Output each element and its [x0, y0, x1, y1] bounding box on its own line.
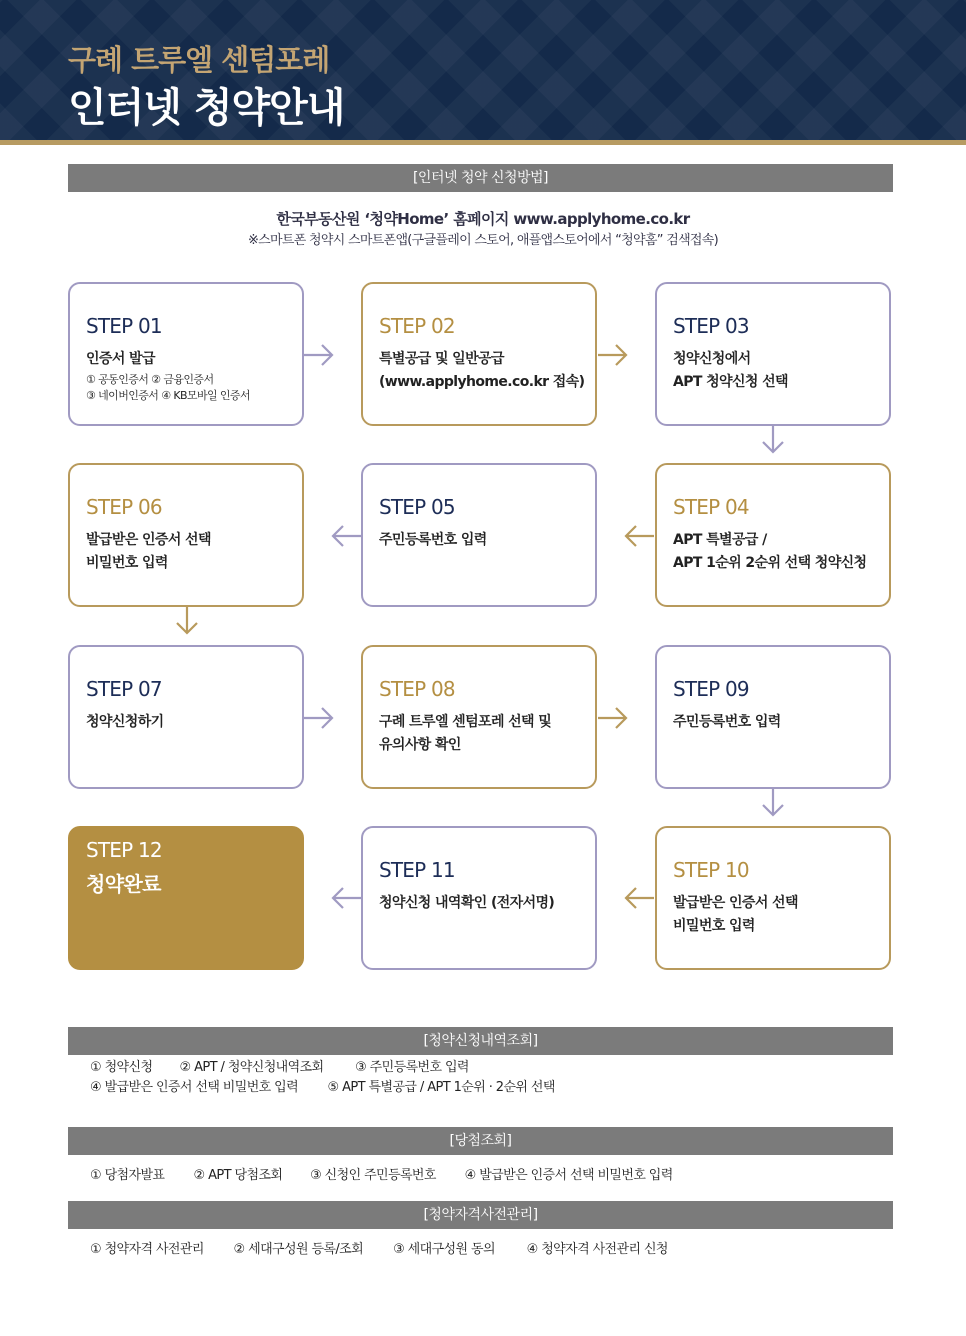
step-text: (www.applyhome.co.kr 접속)	[379, 374, 585, 390]
step-04-card	[655, 463, 891, 607]
arrow-right-icon	[300, 342, 336, 368]
list-item: ② APT 당첨조회	[193, 1168, 283, 1183]
list-item: ⑤ APT 특별공급 / APT 1순위 · 2순위 선택	[327, 1080, 555, 1095]
step-03-card	[655, 282, 891, 426]
list-item: ① 당첨자발표	[90, 1168, 165, 1183]
winner-steps	[90, 1166, 673, 1186]
arrow-right-icon	[594, 342, 630, 368]
step-label: STEP 04	[673, 495, 749, 519]
list-item: ④ 청약자격 사전관리 신청	[526, 1242, 668, 1257]
step-11-card	[361, 826, 597, 970]
step-label: STEP 10	[673, 858, 749, 882]
step-label: STEP 02	[379, 314, 455, 338]
step-01-card	[68, 282, 304, 426]
list-item: ② 세대구성원 등록/조회	[233, 1242, 364, 1257]
list-item: ③ 세대구성원 동의	[393, 1242, 495, 1257]
arrow-down-icon	[760, 783, 786, 819]
arrow-left-icon	[622, 523, 658, 549]
arrow-left-icon	[329, 523, 365, 549]
step-text: 구례 트루엘 센텀포레 선택 및	[379, 714, 552, 730]
history-steps-line-2	[90, 1078, 555, 1098]
history-steps-line-1	[90, 1058, 469, 1078]
list-item: ④ 발급받은 인증서 선택 비밀번호 입력	[90, 1080, 299, 1095]
step-label: STEP 07	[86, 677, 162, 701]
method-section-bar: [인터넷 청약 신청방법]	[68, 164, 893, 192]
step-label: STEP 03	[673, 314, 749, 338]
step-text: 청약신청하기	[86, 714, 164, 730]
arrow-right-icon	[594, 705, 630, 731]
step-10-card	[655, 826, 891, 970]
step-text: 청약신청 내역확인 (전자서명)	[379, 895, 555, 911]
header-subtitle: 구례 트루엘 센텀포레	[68, 43, 330, 77]
header-title: 인터넷 청약안내	[68, 85, 345, 131]
intro-website: 한국부동산원 ‘청약Home’ 홈페이지 www.applyhome.co.kr	[276, 210, 690, 228]
step-text: 청약신청에서	[673, 351, 751, 367]
step-text: 비밀번호 입력	[86, 555, 168, 571]
step-label: STEP 06	[86, 495, 162, 519]
step-02-card	[361, 282, 597, 426]
header-banner	[0, 0, 966, 140]
qualification-steps	[90, 1240, 668, 1260]
step-text: APT 1순위 2순위 선택 청약신청	[673, 555, 867, 571]
step-text: 주민등록번호 입력	[379, 532, 487, 548]
step-label: STEP 11	[379, 858, 455, 882]
list-item: ① 청약자격 사전관리	[90, 1242, 204, 1257]
step-09-card	[655, 645, 891, 789]
step-text: APT 청약신청 선택	[673, 374, 788, 390]
step-12-card	[68, 826, 304, 970]
list-item: ④ 발급받은 인증서 선택 비밀번호 입력	[464, 1168, 673, 1183]
step-08-card	[361, 645, 597, 789]
step-text: 비밀번호 입력	[673, 918, 755, 934]
qualification-section-bar: [청약자격사전관리]	[68, 1201, 893, 1229]
step-05-card	[361, 463, 597, 607]
list-item: ③ 신청인 주민등록번호	[310, 1168, 436, 1183]
step-text: 유의사항 확인	[379, 737, 461, 753]
step-text: APT 특별공급 /	[673, 532, 767, 548]
arrow-right-icon	[300, 705, 336, 731]
list-item: ① 청약신청	[90, 1060, 153, 1075]
history-section-bar: [청약신청내역조회]	[68, 1027, 893, 1055]
header-divider	[0, 140, 966, 145]
list-item: ③ 주민등록번호 입력	[355, 1060, 469, 1075]
list-item: ② APT / 청약신청내역조회	[179, 1060, 324, 1075]
arrow-down-icon	[760, 420, 786, 456]
step-label: STEP 12	[86, 838, 162, 862]
step-text: 발급받은 인증서 선택	[86, 532, 211, 548]
step-label: STEP 01	[86, 314, 162, 338]
intro-smartphone-note: ※스마트폰 청약시 스마트폰앱(구글플레이 스토어, 애플앱스토어에서 “청약홈” 검색접속)	[247, 233, 719, 248]
step-label: STEP 09	[673, 677, 749, 701]
step-text: 주민등록번호 입력	[673, 714, 781, 730]
step-06-card	[68, 463, 304, 607]
step-text: 청약완료	[86, 872, 161, 896]
step-text: 발급받은 인증서 선택	[673, 895, 798, 911]
step-note: ① 공동인증서 ② 금융인증서	[86, 373, 214, 386]
arrow-down-icon	[174, 601, 200, 637]
step-note: ③ 네이버인증서 ④ KB모바일 인증서	[86, 389, 250, 402]
step-label: STEP 05	[379, 495, 455, 519]
arrow-left-icon	[622, 885, 658, 911]
winner-section-bar: [당첨조회]	[68, 1127, 893, 1155]
step-07-card	[68, 645, 304, 789]
step-text: 인증서 발급	[86, 351, 155, 367]
step-label: STEP 08	[379, 677, 455, 701]
step-text: 특별공급 및 일반공급	[379, 351, 504, 367]
arrow-left-icon	[329, 885, 365, 911]
